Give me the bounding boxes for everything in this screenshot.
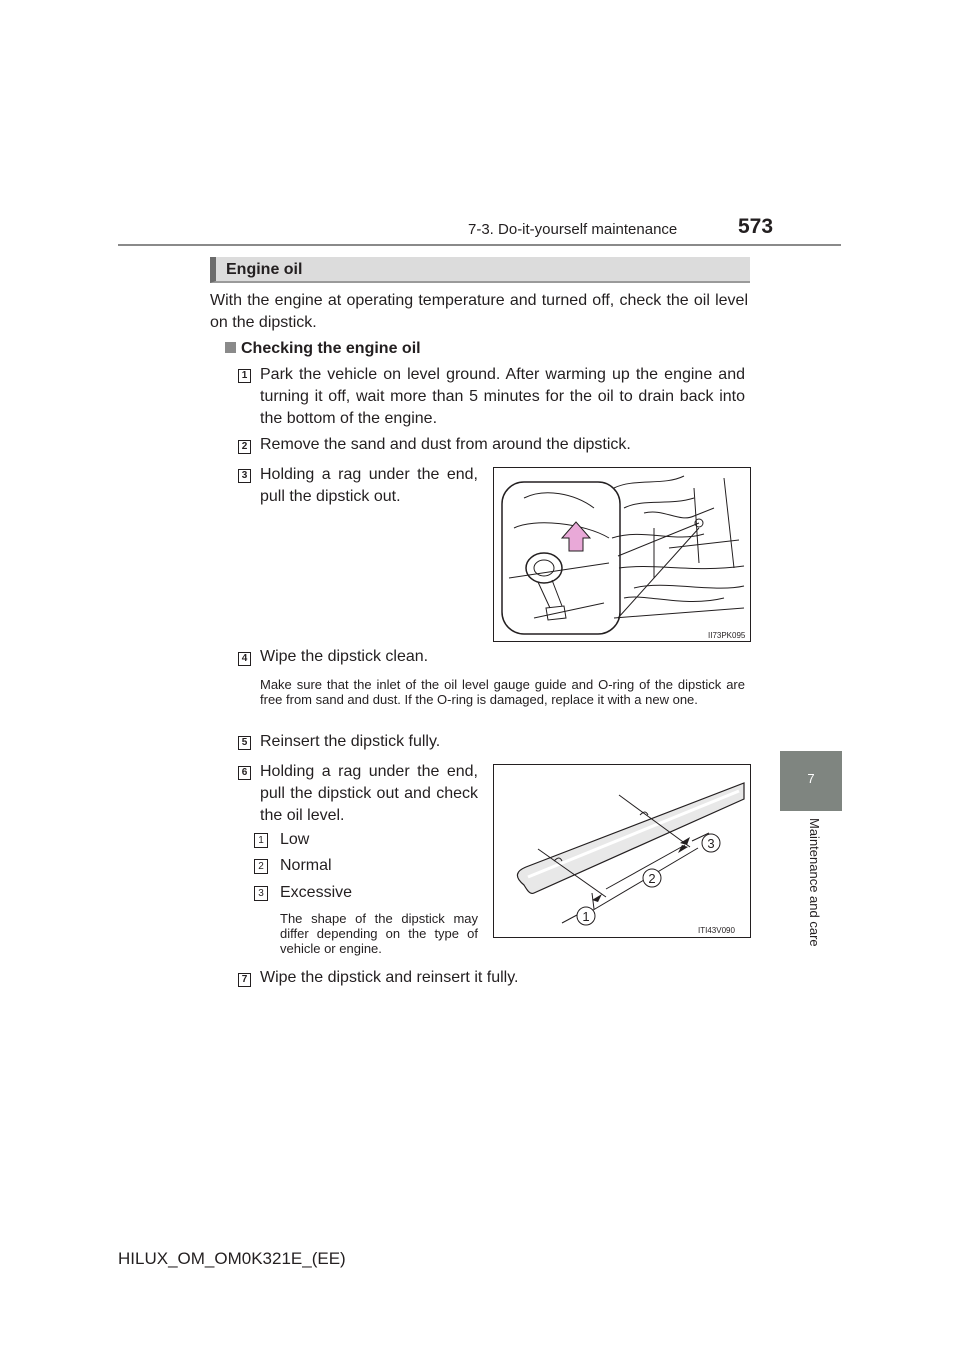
intro-paragraph: With the engine at operating temperature and turned off, check the oil level on the dipstick. (210, 292, 748, 331)
dipstick-callout-3: 3 (707, 836, 715, 851)
subheading-text: Checking the engine oil (241, 340, 421, 357)
dipstick-figure-code: ITI43V090 (698, 926, 735, 935)
step-number-3: 3 (238, 469, 251, 483)
level-number-2: 2 (254, 859, 268, 874)
level-label-low: Low (280, 831, 310, 848)
step-number-6: 6 (238, 766, 251, 780)
level-label-normal: Normal (280, 857, 332, 874)
step-number-2: 2 (238, 440, 251, 454)
step-text-7: Wipe the dipstick and reinsert it fully. (260, 969, 519, 986)
chapter-tab-number: 7 (807, 771, 815, 786)
step-number-1: 1 (238, 369, 251, 383)
step-text-6: Holding a rag under the end, pull the dipstick out and check the oil level. (260, 763, 478, 824)
bullet-square-icon (225, 342, 236, 353)
step-number-5: 5 (238, 736, 251, 750)
step-text-4: Wipe the dipstick clean. (260, 648, 429, 665)
header-section-title: 7-3. Do-it-yourself maintenance (468, 221, 678, 238)
page-number: 573 (738, 215, 774, 238)
engine-figure-code: II73PK095 (708, 631, 746, 640)
section-title: Engine oil (210, 257, 750, 283)
step-text-1: Park the vehicle on level ground. After warming up the engine and turning it off, wait more than 5 minutes for the oil to drain back into the bottom of the engine. (260, 366, 745, 427)
level-number-1: 1 (254, 833, 268, 848)
level-label-excessive: Excessive (280, 884, 353, 901)
step-text-2: Remove the sand and dust from around the dipstick. (260, 436, 631, 453)
dipstick-illustration (494, 765, 750, 937)
header-divider (118, 244, 841, 246)
engine-dipstick-figure (493, 467, 751, 642)
level-number-3: 3 (254, 886, 268, 901)
document-code-footer: HILUX_OM_OM0K321E_(EE) (118, 1249, 346, 1268)
step-note-6: The shape of the dipstick may differ depending on the type of vehicle or engine. (280, 911, 478, 956)
step-number-4: 4 (238, 652, 251, 666)
dipstick-level-figure (493, 764, 751, 938)
chapter-tab-title: Maintenance and care (807, 818, 822, 947)
step-text-3: Holding a rag under the end, pull the dipstick out. (260, 466, 478, 505)
pull-arrow-icon (562, 522, 590, 551)
step-text-5: Reinsert the dipstick fully. (260, 733, 441, 750)
step-number-7: 7 (238, 973, 251, 987)
step-note-4: Make sure that the inlet of the oil level gauge guide and O-ring of the dipstick are free from sand and dust. If the O-ring is damaged, replace it with a new one. (260, 677, 745, 707)
dipstick-callout-1: 1 (582, 909, 590, 924)
dipstick-callout-2: 2 (648, 871, 656, 886)
subheading (225, 340, 421, 358)
engine-illustration (494, 468, 750, 641)
